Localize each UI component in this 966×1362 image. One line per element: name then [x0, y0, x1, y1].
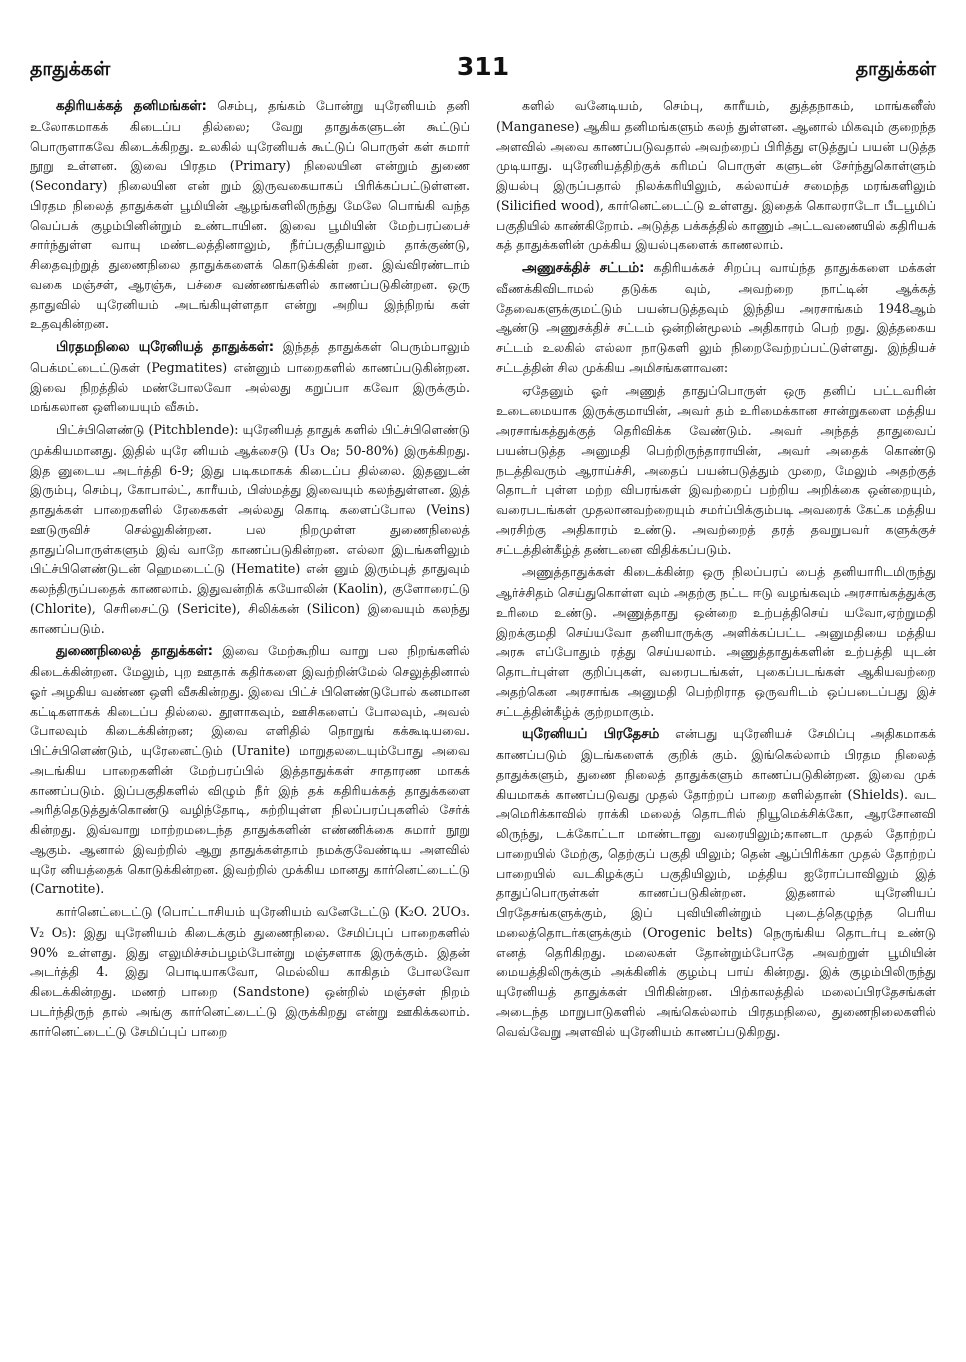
paragraph — [496, 562, 936, 721]
paragraph-text: அணுத்தாதுக்கள் கிடைக்கின்ற ஒரு நிலப்பரப் பைத் தனியாரிடமிருந்து ஆர்ச்சிதம் செய்துகொள்ள வும் அதற்கு நட்ட ஈடு வழங்கவும் அரசாங்கத்துக்கு உரிமை உண்டு. அணுத்தாது ஒன்றை உற்பத்திசெய் யவோ,ஏற்றுமதி இறக்குமதி செய்யவோ தனியாருக்கு அளிக்கப்பட்ட அனுமதியை மத்திய அரசு எப்போதும் ரத்து செய்யலாம். அணுத்தாதுக்களின் உற்பத்தி யுடன் தொடர்புள்ள குறிப்புகள், வரைபடங்கள், புகைப்படங்கள் ஆகியவற்றை அதற்கென அரசாங்க அனுமதி பெற்றிராத ஒருவரிடம் ஒப்படைப்பது இச் சட்டத்தின்கீழ்க் குற்றமாகும். — [496, 564, 936, 719]
running-title-right: தாதுக்கள் — [855, 58, 936, 80]
paragraph-text: பிட்ச்பிளெண்டு (Pitchblende): யுரேனியத் தாதுக் களில் பிட்ச்பிளெண்டு முக்கியமானது. இதில் யுரே னியம் ஆக்சைடு (U₃ O₈; 50-80%) இருக்கிறது. இத னுடைய அடர்த்தி 6-9; இது படிகமாகக் கிடைப்ப தில்லை. இதனுடன் இரும்பு, செம்பு, கோபால்ட், காரீயம், பிஸ்மத்து இவையும் கலந்துள்ளன. இத் தாதுக்கள் பாறைகளில் ரேகைகள் அல்லது கொடி களைப்போல (Veins) ஊடுருவிச் செல்லுகின்றன. பல நிறமுள்ள துணைநிலைத் தாதுப்பொருள்களும் இவ் வாறே காணப்படுகின்றன. எல்லா இடங்களிலும் பிட்ச்பிளெண்டுடன் ஹெமடைட்டு (Hematite) என் னும் இரும்புத் தாதுவும் கலந்திருப்பதைக் காணலாம். இதுவன்றிக் கயோலின் (Kaolin), குளோரைட்டு (Chlorite), செரிசைட்டு (Sericite), சிலிக்கன் (Silicon) இவையும் கலந்து காணப்படும். — [30, 422, 470, 636]
paragraph — [496, 724, 936, 1041]
paragraph — [496, 258, 936, 378]
paragraph — [30, 420, 470, 638]
paragraph — [30, 96, 470, 334]
paragraph-text: இந்தத் தாதுக்கள் பெரும்பாலும் பெக்மட்டைட்டுகள் (Pegmatites) என்னும் பாறைகளில் காணப்படுகின்றன. இவை நிறத்தில் மண்போலவோ அல்லது கறுப்பா கவோ இருக்கும். மங்கலான ஒளியையும் வீசும். — [30, 339, 470, 415]
paragraph-text: கார்னெட்டைட்டு (பொட்டாசியம் யுரேனியம் வனேடேட்டு (K₂O. 2UO₃. V₂ O₅): இது யுரேனியம் கிடைக்கும் துணைநிலை. சேமிப்புப் பாறைகளில் 90% உள்ளது. இது எலுமிச்சம்பழம்போன்று மஞ்சளாக இருக்கும். இதன் அடர்த்தி 4. இது பொடியாகவோ, மெல்லிய காகிதம் போலவோ கிடைக்கின்றது. மணற் பாறை (Sandstone) ஒன்றில் மஞ்சள் நிறம் படர்ந்திருந் தால் அங்கு கார்னெட்டைட்டு இருக்கிறது என்று ஊகிக்கலாம். கார்னெட்டைட்டு சேமிப்புப் பாறை — [30, 904, 470, 1039]
paragraph — [496, 381, 936, 560]
paragraph-heading: பிரதமநிலை யுரேனியத் தாதுக்கள்: — [56, 340, 275, 355]
paragraph-heading: அணுசக்திச் சட்டம்: — [522, 261, 645, 276]
right-column — [496, 96, 936, 1331]
paragraph-text: இவை மேற்கூறிய வாறு பல நிறங்களில் கிடைக்கின்றன. மேலும், புற ஊதாக் கதிர்களை இவற்றின்மேல் செலுத்தினால் ஓர் அழகிய வண்ண ஒளி வீசுகின்றது. இவை பிட்ச் பிளெண்டுபோல் கனமான கட்டிகளாகக் கிடைப்ப தில்லை. தூளாகவும், ஊசிகளைப் போலவும், அவல் போலவும் கிடைக்கின்றன; இவை எளிதில் நொறுங் கக்கூடியவை. பிட்ச்பிளெண்டும், யுரேனைட்டும் (Uranite) மாறுதலடையும்போது அவை அடங்கிய பாறைகளின் மேற்பரப்பில் இத்தாதுக்கள் சாதாரண மாகக் காணப்படும். இப்பகுதிகளில் விழும் நீர் இந் தக் கதிரியக்கத் தாதுக்களை அரித்தெடுத்துக்கொண்டு வழிந்தோடி, சுற்றியுள்ள நிலப்பரப்புகளில் சேர்க் கின்றது. இவ்வாறு மாற்றமடைந்த தாதுக்களின் எண்ணிக்கை சுமார் நூறு ஆகும். ஆனால் இவற்றில் ஆறு தாதுக்கள்தாம் நமக்குவேண்டிய அளவில் யுரே னியத்தைக் கொடுக்கின்றன. இவற்றில் முக்கிய மானது கார்னெட்டைட்டு (Carnotite). — [30, 643, 470, 897]
page-header — [30, 52, 936, 92]
running-title-left: தாதுக்கள் — [30, 58, 111, 80]
paragraph-text: கதிரியக்கச் சிறப்பு வாய்ந்த தாதுக்களை மக்கள் வீணக்கிவிடாமல் தடுக்க வும், அவற்றை நாட்டின் ஆக்கத் தேவைகளுக்குமட்டும் பயன்படுத்தவும் இந்திய அரசாங்கம் 1948ஆம் ஆண்டு அணுசக்திச் சட்டம் ஒன்றின்மூலம் அதிகாரம் பெற் றது. இத்தகைய சட்டம் உலகில் எல்லா நாடுகளி லும் நிறைவேற்றப்பட்டுள்ளது. இந்தியச் சட்டத்தின் சில முக்கிய அமிசங்களாவன: — [496, 260, 936, 375]
paragraph — [30, 641, 470, 899]
paragraph — [30, 902, 470, 1041]
paragraph-text: செம்பு, தங்கம் போன்று யுரேனியம் தனி உலோகமாகக் கிடைப்ப தில்லை; வேறு தாதுக்களுடன் கூட்டுப் பொருளாகவே கிடைக்கிறது. உலகில் யுரேனியக் கூட்டுப் பொருள் கள் சுமார் நூறு உள்ளன. இவை பிரதம (Primary) நிலையின என்றும் துணை (Secondary) நிலையின என் றும் இருவகையாகப் பிரிக்கப்பட்டுள்ளன. பிரதம நிலைத் தாதுக்கள் பூமியின் ஆழங்களிலிருந்து மேலே பொங்கி வந்த வெப்பக் குழம்பினின்றும் உண்டாயின. இவை பூமியின் மேற்பரப்பைச் சார்ந்துள்ள வாயு மண்டலத்தினாலும், நீர்ப்பகுதியாலும் தாக்குண்டு, சிதைவுற்றுத் துணைநிலை தாதுக்களைக் கொடுக்கின் றன. இவ்விரண்டாம் வகை மஞ்சள், ஆரஞ்சு, பச்சை வண்ணங்களில் காணப்படுகின்றன. ஒரு தாதுவில் யுரேனியம் அடங்கியுள்ளதா என்று அறிய இந்நிறங் கள் உதவுகின்றன. — [30, 98, 470, 332]
paragraph-heading: கதிரியக்கத் தனிமங்கள்: — [56, 99, 207, 114]
paragraph — [496, 96, 936, 255]
paragraph-heading: யுரேனியப் பிரதேசம் — [522, 727, 660, 743]
paragraph-text: ஏதேனும் ஓர் அணுத் தாதுப்பொருள் ஒரு தனிப் பட்டவரின் உடைமையாக இருக்குமாயின், அவர் தம் உரிமைக்கான சான்றுகளை மத்திய அரசாங்கத்துக்குத் தெரிவிக்க வேண்டும். அவர் அந்தத் தாதுவைப் பயன்படுத்த அனுமதி பெற்றிருந்தாராயின், அவர் அதைக் கொண்டு நடத்திவரும் ஆராய்ச்சி, அதைப் பயன்படுத்தும் முறை, மேலும் அதற்குத் தொடர் புள்ள மற்ற விபரங்கள் இவற்றைப் பற்றிய அறிக்கை ஒன்றையும், வரைபடங்கள் முதலானவற்றையும் சமர்ப்பிக்கும்படி அவரைக் கேட்க மத்திய அரசிற்கு அதிகாரம் உண்டு. அவற்றைத் தரத் தவறுபவர் களுக்குச் சட்டத்தின்கீழ்த் தண்டனை விதிக்கப்படும். — [496, 382, 936, 557]
left-column — [30, 96, 470, 1331]
paragraph-heading: துணைநிலைத் தாதுக்கள்: — [56, 644, 213, 660]
page-number: 311 — [456, 52, 510, 81]
paragraph-text: என்பது யுரேனியச் சேமிப்பு அதிகமாகக் காணப்படும் இடங்களைக் குறிக் கும். இங்கெல்லாம் பிரதம நிலைத் தாதுக்களும், துணை நிலைத் தாதுக்களும் காணப்படுகின்றன. இவை முக் கியமாகக் காணப்படுவது முதல் தோற்றப் பாறை களில்தான் (Shields). வட அமெரிக்காவில் ராக்கி மலைத் தொடரில் நியூமெக்சிக்கோ, ஆரசோனவி லிருந்து, டக்கோட்டா மாண்டானு வரையிலும்;கானடா முதல் தோற்றப் பாறையில் மேற்கு, தெற்குப் பகுதி யிலும்; தென் ஆப்பிரிக்கா முதல் தோற்றப் பாறையில் வடகிழக்குப் பகுதியிலும், மத்திய ஐரோப்பாவிலும் இத் தாதுப்பொருள்கள் காணப்படுகின்றன. இதனால் யுரேனியப் பிரதேசங்களுக்கும், இப் புவியினின்றும் புடைத்தெழுந்த பெரிய மலைத்தொடர்களுக்கும் (Orogenic belts) நெருங்கிய தொடர்பு உண்டு எனத் தெரிகிறது. மலைகள் தோன்றும்போதே அவற்றுள் பூமியின் மையத்திலிருக்கும் அக்கினிக் குழம்பு பாய் கின்றது. இக் குழம்பிலிருந்து யுரேனியத் தாதுக்கள் பிரிகின்றன. பிற்காலத்தில் மலைப்பிரதேசங்கள் அடைந்த மாறுபாடுகளில் அங்கெல்லாம் பிரதமநிலை, துணைநிலைகளில் வெவ்வேறு அளவில் யுரேனியம் காணப்படுகிறது. — [496, 726, 936, 1039]
paragraph-text: களில் வனேடியம், செம்பு, காரீயம், துத்தநாகம், மாங்கனீஸ் (Manganese) ஆகிய தனிமங்களும் கலந் துள்ளன. ஆனால் மிகவும் குறைந்த அளவில் அவை காணப்படுவதால் அவற்றைப் பிரித்து எடுத்துப் பயன் படுத்த முடியாது. யுரேனியத்திற்குக் கரிமப் பொருள் களுடன் சேர்ந்துகொள்ளும் இயல்பு இருப்பதால் நிலக்கரியிலும், கல்லாய்ச் சமைந்த மரங்களிலும் (Silicified wood), கார்னெட்டைட்டு உள்ளது. இதைக் கொலராடோ பீடபூமிப் பகுதியில் காண்கிறோம். அடுத்த பக்கத்தில் காணும் அட்டவணையில் கதிரியக் கத் தாதுக்களின் முக்கிய இயல்புகளைக் காணலாம். — [496, 98, 936, 253]
text-columns — [30, 96, 936, 1331]
paragraph — [30, 337, 470, 417]
